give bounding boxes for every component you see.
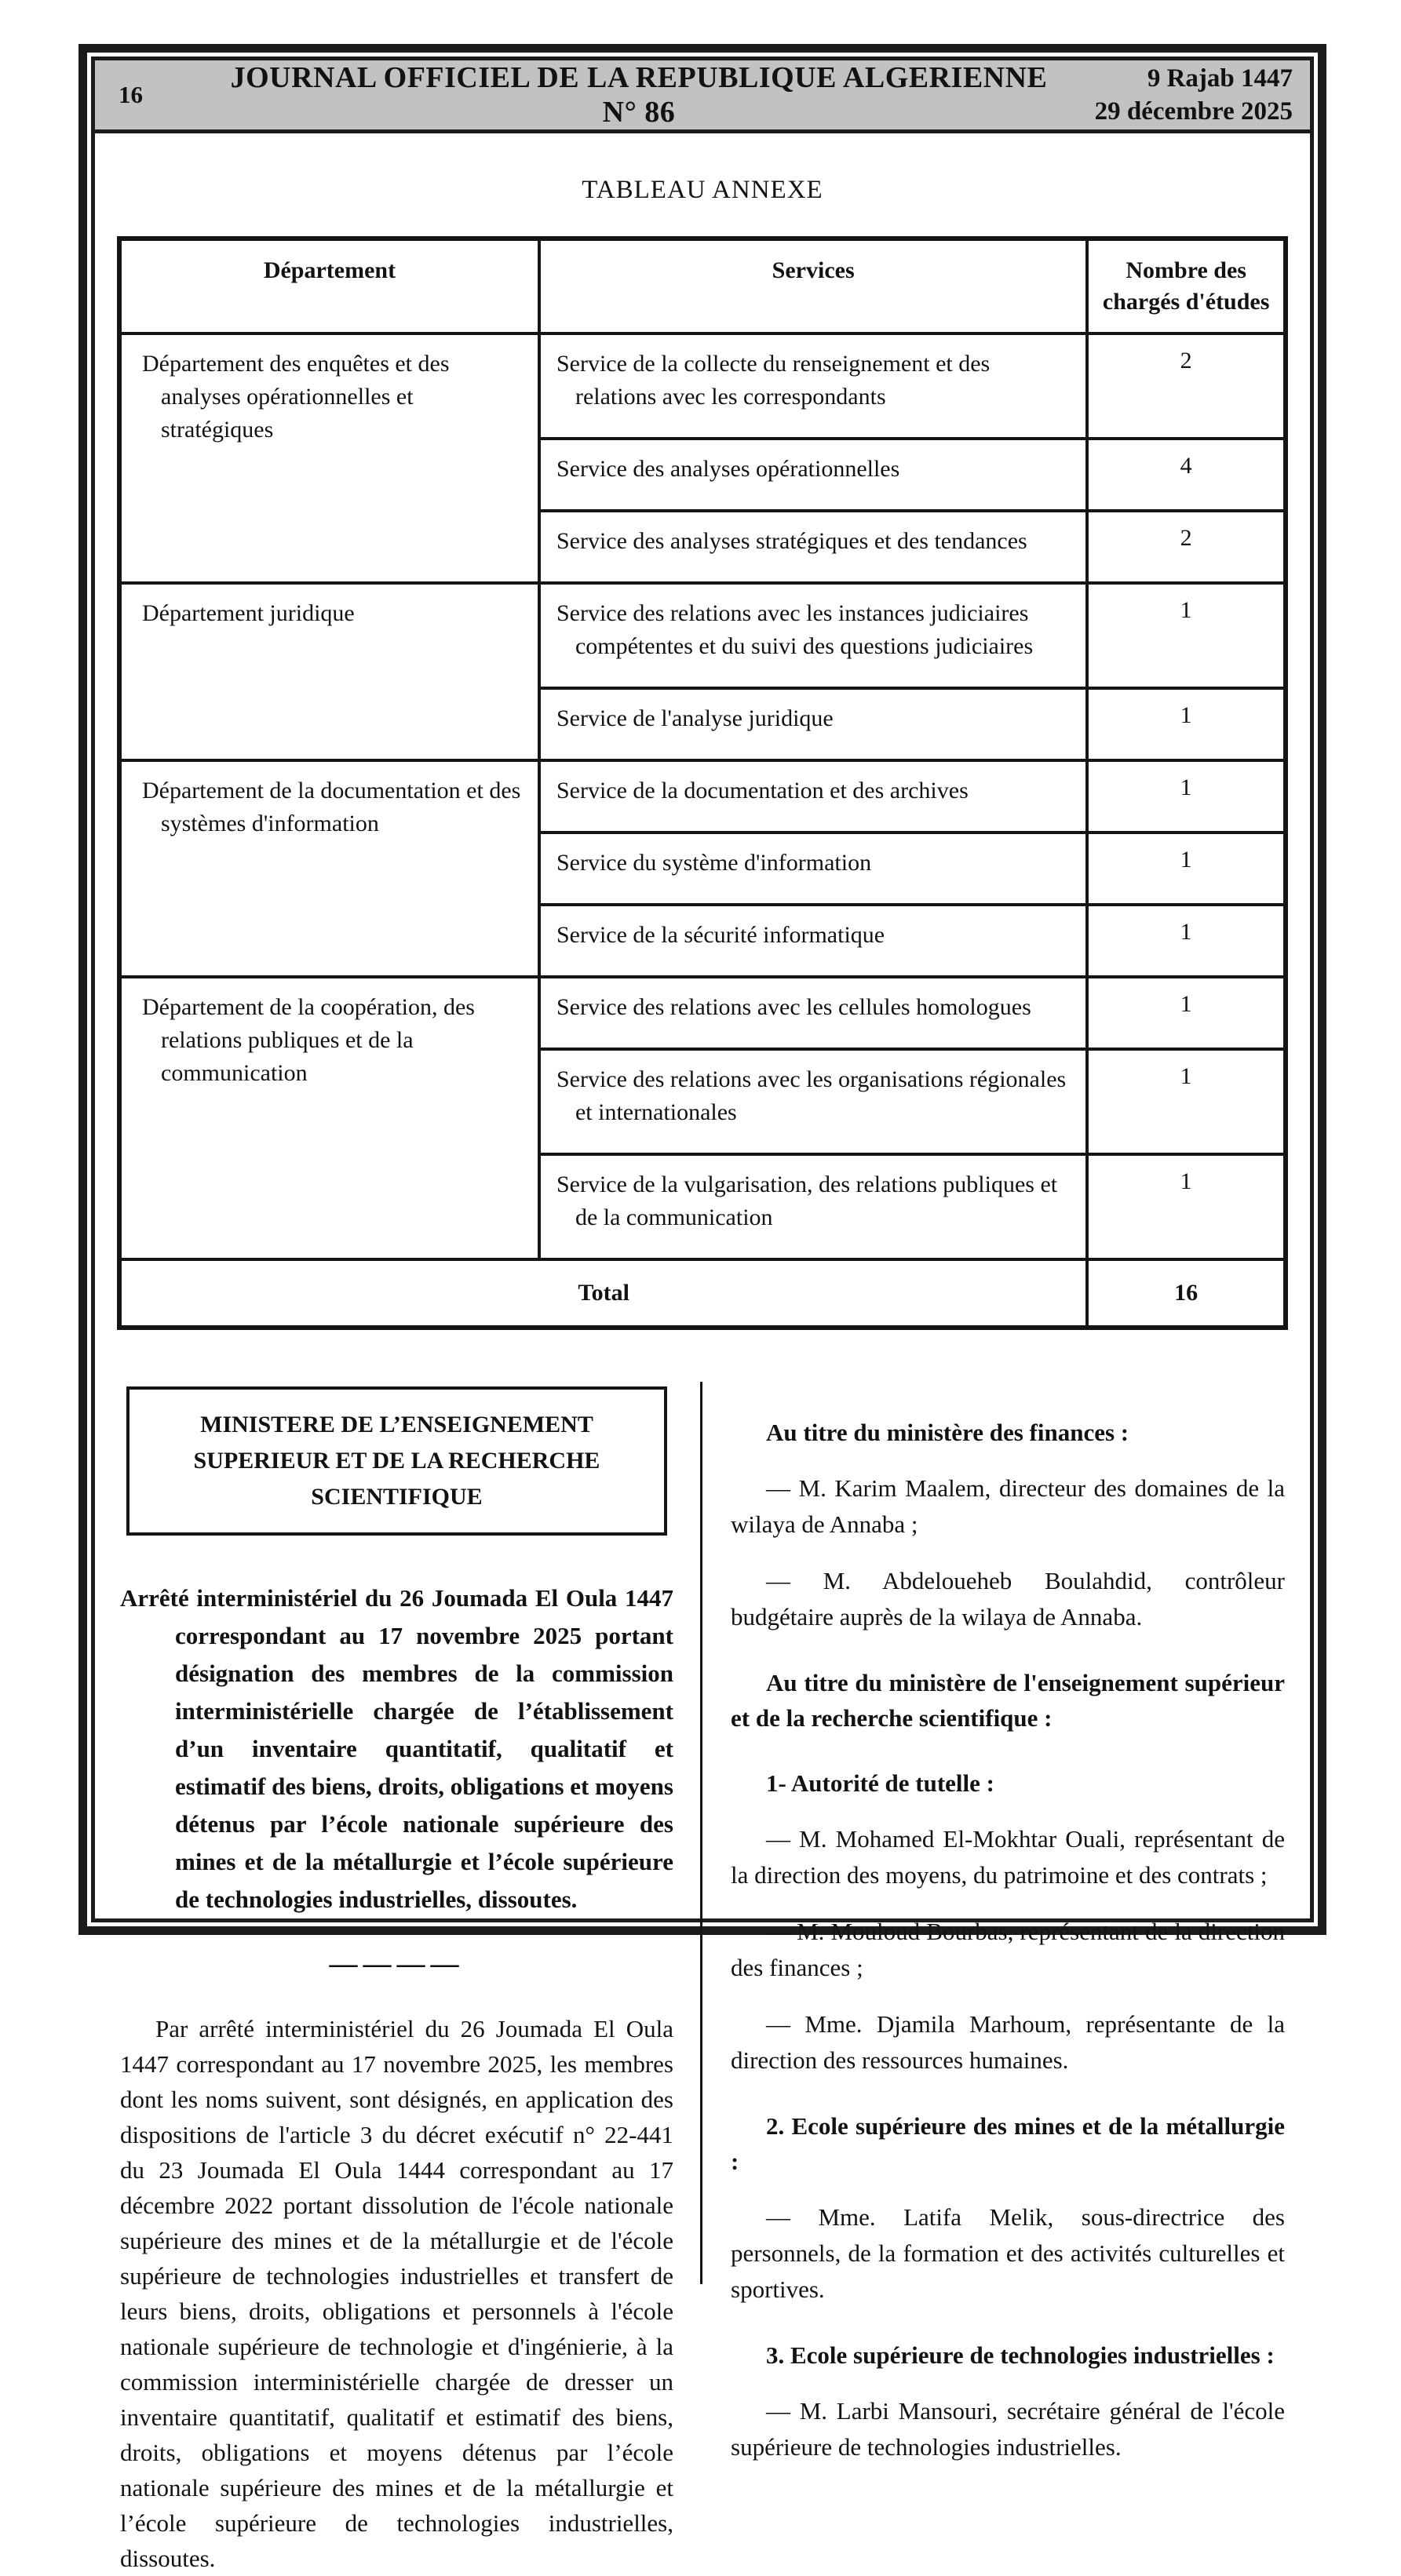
count-cell: 1 bbox=[1087, 583, 1286, 688]
table-row bbox=[119, 333, 1286, 439]
service-cell: Service de la vulgarisation, des relations publiques et de la communication bbox=[539, 1154, 1087, 1259]
two-column-section bbox=[117, 1382, 1288, 2572]
count-cell: 1 bbox=[1087, 905, 1286, 977]
table-row bbox=[119, 583, 1286, 688]
member-item: — Mme. Djamila Marhoum, représentante de la direction des ressources humaines. bbox=[731, 2010, 1285, 2074]
count-cell: 1 bbox=[1087, 760, 1286, 833]
member-item: — M. Mouloud Bourbas, représentant de la direction des finances ; bbox=[731, 1918, 1285, 1981]
section-heading: 1- Autorité de tutelle : bbox=[766, 1769, 994, 1797]
page-inner-border bbox=[91, 56, 1314, 2572]
member-item: — M. Larbi Mansouri, secrétaire général de l'école supérieure de technologies industrielles. bbox=[731, 2397, 1285, 2461]
page-outer-border bbox=[78, 44, 1326, 2572]
service-cell: Service des relations avec les organisations régionales et internationales bbox=[539, 1049, 1087, 1154]
department-cell: Département des enquêtes et des analyses opérationnelles et stratégiques bbox=[119, 333, 539, 583]
service-cell: Service des analyses opérationnelles bbox=[539, 439, 1087, 511]
column-header-nombre: Nombre des chargés d'études bbox=[1087, 239, 1286, 333]
count-cell: 4 bbox=[1087, 439, 1286, 511]
member-item: — M. Karim Maalem, directeur des domaines de la wilaya de Annaba ; bbox=[731, 1474, 1285, 1538]
count-cell: 1 bbox=[1087, 1049, 1286, 1154]
member-item: — M. Mohamed El-Mokhtar Ouali, représentant de la direction des moyens, du patrimoine et des contrats ; bbox=[731, 1825, 1285, 1889]
section-heading: 3. Ecole supérieure de technologies industrielles : bbox=[766, 2341, 1275, 2369]
masthead bbox=[95, 60, 1310, 133]
section-heading: Au titre du ministère de l'enseignement supérieur et de la recherche scientifique : bbox=[731, 1669, 1285, 1732]
section-heading: 2. Ecole supérieure des mines et de la métallurgie : bbox=[731, 2112, 1285, 2175]
section-heading: Au titre du ministère des finances : bbox=[766, 1419, 1129, 1446]
service-cell: Service de la documentation et des archives bbox=[539, 760, 1087, 833]
count-cell: 1 bbox=[1087, 977, 1286, 1049]
service-cell: Service du système d'information bbox=[539, 833, 1087, 905]
table-header-row bbox=[119, 239, 1286, 333]
table-row bbox=[119, 760, 1286, 833]
count-cell: 2 bbox=[1087, 511, 1286, 583]
column-header-services: Services bbox=[539, 239, 1087, 333]
service-cell: Service de la collecte du renseignement et des relations avec les correspondants bbox=[539, 333, 1087, 439]
count-cell: 1 bbox=[1087, 833, 1286, 905]
annex-table-body bbox=[119, 333, 1286, 1328]
count-cell: 1 bbox=[1087, 1154, 1286, 1259]
date-hijri: 9 Rajab 1447 bbox=[1147, 64, 1293, 93]
issue-dates bbox=[1065, 62, 1293, 128]
table-row bbox=[119, 977, 1286, 1049]
table-total-row bbox=[119, 1259, 1286, 1328]
column-header-departement: Département bbox=[119, 239, 539, 333]
service-cell: Service des relations avec les cellules homologues bbox=[539, 977, 1087, 1049]
count-cell: 1 bbox=[1087, 688, 1286, 760]
right-column bbox=[702, 1382, 1288, 2461]
member-item: — Mme. Latifa Melik, sous-directrice des personnels, de la formation et des activités culturelles et sportives. bbox=[731, 2203, 1285, 2303]
dash-separator: ———— bbox=[329, 1947, 465, 1979]
page-content bbox=[95, 176, 1310, 2572]
journal-title: JOURNAL OFFICIEL DE LA REPUBLIQUE ALGERIENNE N° 86 bbox=[230, 61, 1048, 129]
total-value-cell: 16 bbox=[1087, 1259, 1286, 1328]
left-column bbox=[117, 1382, 702, 2572]
service-cell: Service des relations avec les instances judiciaires compétentes et du suivi des questions judiciaires bbox=[539, 583, 1087, 688]
date-gregorian: 29 décembre 2025 bbox=[1094, 97, 1293, 126]
decree-title: Arrêté interministériel du 26 Joumada El Oula 1447 correspondant au 17 novembre 2025 portant désignation des membres de la commission interministérielle chargée de l’établissement d’un inventaire quantitatif, qualitatif et estimatif des biens, droits, obligations et moyens détenus par l’école nationale supérieure des mines et de la métallurgie et l’école supérieure de technologies industrielles, dissoutes. bbox=[120, 1584, 673, 1913]
count-cell: 2 bbox=[1087, 333, 1286, 439]
ministry-heading-box: MINISTERE DE L’ENSEIGNEMENT SUPERIEUR ET DE LA RECHERCHE SCIENTIFIQUE bbox=[126, 1386, 667, 1536]
department-cell: Département de la documentation et des systèmes d'information bbox=[119, 760, 539, 977]
service-cell: Service de l'analyse juridique bbox=[539, 688, 1087, 760]
decree-body-paragraph: Par arrêté interministériel du 26 Joumada El Oula 1447 correspondant au 17 novembre 2025, les membres dont les noms suivent, sont désignés, en application des dispositions de l'article 3 du décret exécutif n° 22-441 du 23 Joumada El Oula 1444 correspondant au 17 décembre 2022 portant dissolution de l'école nationale supérieure des mines et de la métallurgie et de l'école supérieure de technologies industrielles et transfert de leurs biens, droits, obligations et personnels à l'école nationale supérieure de technologie et d'ingénierie, à la commission interministérielle chargée de dresser un inventaire quantitatif, qualitatif et estimatif des biens, droits, obligations et moyens détenus par l’école nationale supérieure des mines et de la métallurgie et l’école supérieure de technologies industrielles, dissoutes. bbox=[120, 2015, 673, 2572]
member-item: — M. Abdeloueheb Boulahdid, contrôleur budgétaire auprès de la wilaya de Annaba. bbox=[731, 1567, 1285, 1630]
right-column-sections bbox=[731, 1415, 1285, 2465]
annex-table-caption: TABLEAU ANNEXE bbox=[582, 176, 823, 204]
annex-table bbox=[117, 236, 1288, 1330]
page-number: 16 bbox=[119, 81, 143, 108]
service-cell: Service des analyses stratégiques et des tendances bbox=[539, 511, 1087, 583]
total-label-cell: Total bbox=[119, 1259, 1087, 1328]
service-cell: Service de la sécurité informatique bbox=[539, 905, 1087, 977]
department-cell: Département juridique bbox=[119, 583, 539, 760]
department-cell: Département de la coopération, des relations publiques et de la communication bbox=[119, 977, 539, 1259]
